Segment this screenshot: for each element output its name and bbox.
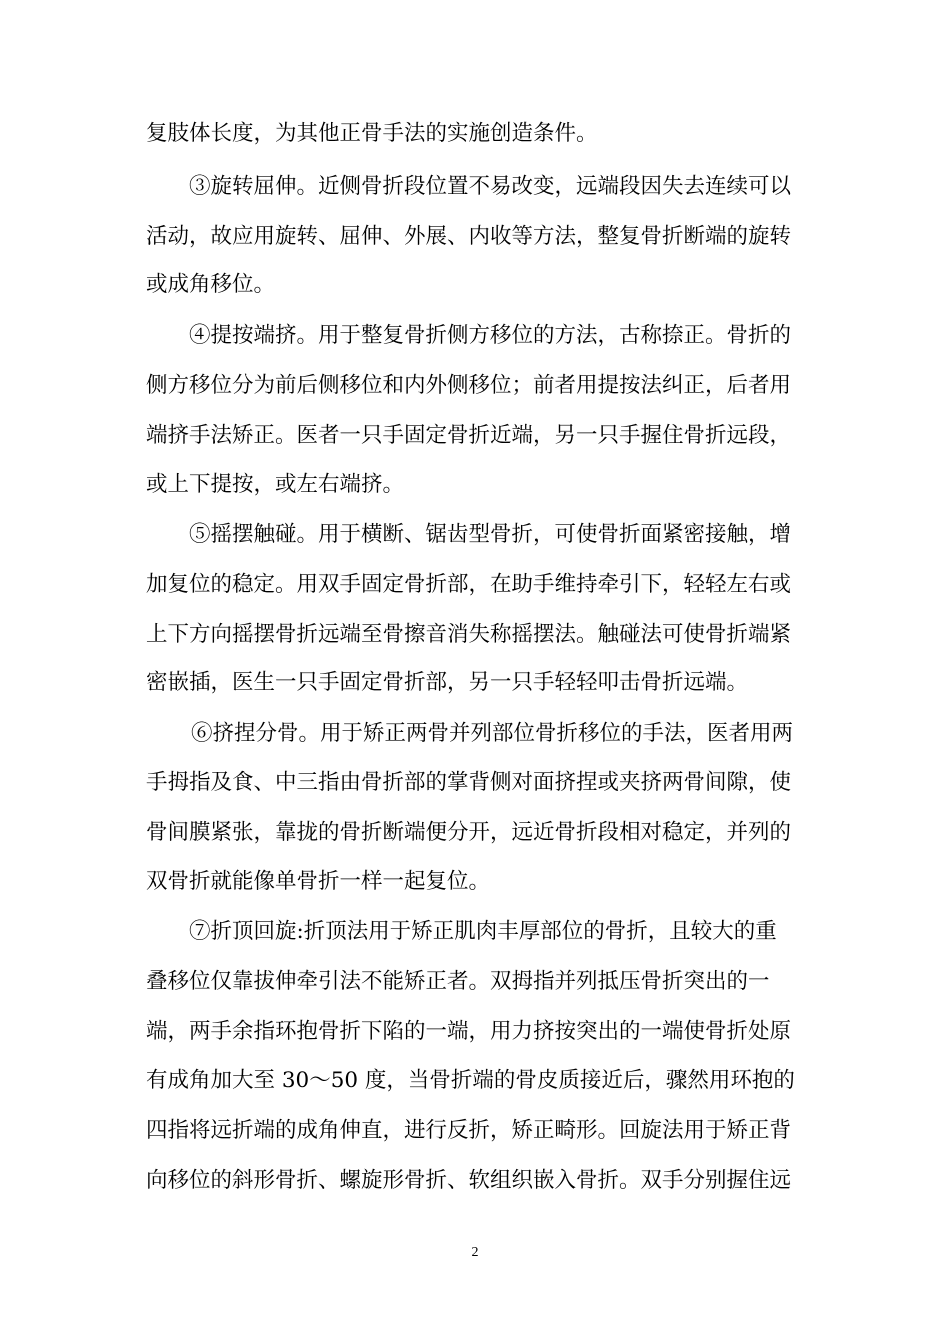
text-line: 或上下提按，或左右端挤。 <box>146 472 405 497</box>
text-line: 或成角移位。 <box>146 272 276 297</box>
text-line: 叠移位仅靠拔伸牵引法不能矫正者。双拇指并列抵压骨折突出的一 <box>146 969 770 994</box>
text-line: ⑤摇摆触碰。用于横断、锯齿型骨折，可使骨折面紧密接触，增 <box>189 522 792 547</box>
page-number: 2 <box>471 1245 479 1260</box>
text-line: 四指将远折端的成角伸直，进行反折，矫正畸形。回旋法用于矫正背 <box>146 1118 792 1143</box>
text-line: 密嵌插，医生一只手固定骨折部，另一只手轻轻叩击骨折远端。 <box>146 670 749 695</box>
text-line: ④提按端挤。用于整复骨折侧方移位的方法，古称捺正。骨折的 <box>189 323 792 348</box>
text-line: 有成角加大至 30～50 度，当骨折端的骨皮质接近后，骤然用环抱的 <box>146 1068 795 1093</box>
text-line: 双骨折就能像单骨折一样一起复位。 <box>146 869 491 894</box>
text-line: 手拇指及食、中三指由骨折部的掌背侧对面挤捏或夹挤两骨间隙，使 <box>146 770 792 795</box>
text-line: 端，两手余指环抱骨折下陷的一端，用力挤按突出的一端使骨折处原 <box>146 1019 792 1044</box>
text-line: ⑥挤捏分骨。用于矫正两骨并列部位骨折移位的手法，医者用两 <box>191 721 794 746</box>
text-line: 向移位的斜形骨折、螺旋形骨折、软组织嵌入骨折。双手分别握住远 <box>146 1168 792 1193</box>
text-line: 骨间膜紧张，靠拢的骨折断端便分开，远近骨折段相对稳定，并列的 <box>146 820 792 845</box>
text-line: 侧方移位分为前后侧移位和内外侧移位；前者用提按法纠正，后者用 <box>146 373 792 398</box>
text-line: 活动，故应用旋转、屈伸、外展、内收等方法，整复骨折断端的旋转 <box>146 224 792 249</box>
text-line: 加复位的稳定。用双手固定骨折部，在助手维持牵引下，轻轻左右或 <box>146 572 792 597</box>
text-line: 复肢体长度，为其他正骨手法的实施创造条件。 <box>146 121 598 146</box>
text-line: 上下方向摇摆骨折远端至骨擦音消失称摇摆法。触碰法可使骨折端紧 <box>146 622 792 647</box>
text-line: ⑦折顶回旋:折顶法用于矫正肌肉丰厚部位的骨折，且较大的重 <box>189 919 777 944</box>
text-line: 端挤手法矫正。医者一只手固定骨折近端，另一只手握住骨折远段， <box>146 423 792 448</box>
text-line: ③旋转屈伸。近侧骨折段位置不易改变，远端段因失去连续可以 <box>189 174 792 199</box>
